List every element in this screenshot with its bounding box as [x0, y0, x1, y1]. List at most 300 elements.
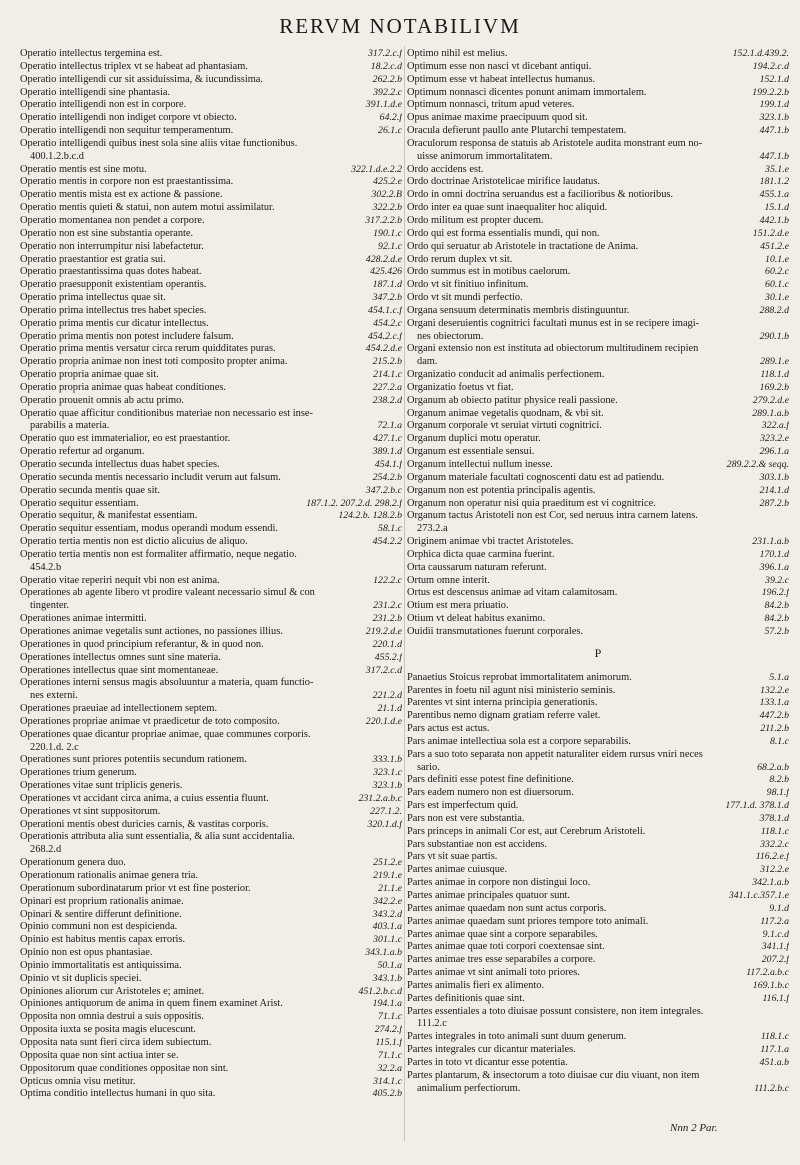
index-entry	[407, 672, 789, 685]
entry-text: 454.2.b	[30, 561, 62, 573]
entry-text: Partes integrales cur dicantur materiales.	[407, 1044, 576, 1056]
page-reference: 332.2.c	[760, 838, 789, 850]
page-reference: 72.1.a	[377, 420, 402, 432]
entry-text: Operatio praestantior est gratia sui.	[20, 253, 166, 265]
page-reference: 211.2.b	[760, 723, 789, 735]
page-reference: 117.2.a.b.c	[746, 967, 789, 979]
entry-text: Oracula defierunt paullo ante Plutarchi tempestatem.	[407, 125, 627, 137]
entry-text: Optimum nonnasci, tritum apud veteres.	[407, 99, 575, 111]
index-entry	[407, 228, 789, 241]
index-entry	[407, 189, 789, 202]
page-reference: 151.2.d.e	[752, 227, 789, 239]
page-reference: 181.1.2	[759, 176, 789, 188]
index-entry	[20, 883, 402, 896]
entry-text: Ordo qui est forma essentialis mundi, qui non.	[407, 227, 600, 239]
entry-text: 268.2.d	[30, 844, 62, 856]
index-entry-continuation	[20, 151, 402, 164]
page-reference: 194.1.a	[372, 998, 402, 1010]
entry-text: Ortus est descensus animae ad vitam calamitosam.	[407, 587, 618, 599]
entry-text: Organi deseruientis cognitrici facultati munus est in se recipere imagi-	[407, 317, 700, 329]
page-title: RERVM NOTABILIVM	[279, 14, 521, 38]
page-reference: 341.1.c.357.1.e	[728, 890, 789, 901]
entry-text: Operatio refertur ad organum.	[20, 446, 145, 458]
index-entry	[407, 485, 789, 498]
index-entry	[20, 228, 402, 241]
page-reference: 333.1.b	[372, 754, 402, 766]
page-reference: 323.2.e	[760, 433, 789, 445]
page-reference: 322.1.d.e.2.2	[351, 163, 402, 175]
entry-text: Otium vt deleat habitus exanimo.	[407, 613, 546, 625]
entry-text: Operationes in quod principium referantur, & in quod non.	[20, 638, 264, 650]
index-entry	[20, 639, 402, 652]
entry-text: Partes essentiales a toto diuisae possunt consistere, non item integrales.	[407, 1005, 704, 1017]
index-entry	[407, 164, 789, 177]
index-entry	[20, 254, 402, 267]
entry-text: Operationes quae dicantur propriae animae, quae communes corporis.	[20, 728, 311, 740]
entry-text: Operationum genera duo.	[20, 857, 126, 869]
page-reference: 227.2.a	[372, 381, 402, 393]
entry-text: Operationes vitae sunt triplicis generis.	[20, 780, 183, 792]
index-entry	[20, 408, 402, 421]
entry-text: Otium est mera priuatio.	[407, 600, 509, 612]
entry-text: animalium perfectiorum.	[417, 1082, 521, 1094]
entry-text: Operatio sequitur essentiam.	[20, 497, 139, 509]
entry-text: Operatio prima intellectus quae sit.	[20, 292, 166, 304]
index-entry	[407, 266, 789, 279]
page-reference: 454.2.c.f	[367, 330, 402, 342]
entry-text: Operatio tertia mentis non est dictio alicuius de aliquo.	[20, 536, 248, 548]
page-reference: 207.2.f	[761, 954, 789, 966]
entry-text: Operatio secunda mentis necessario includit verum aut falsum.	[20, 471, 281, 483]
page-reference: 116.2.e.f	[755, 851, 789, 863]
index-entry	[20, 652, 402, 665]
index-entry	[407, 446, 789, 459]
index-entry	[407, 954, 789, 967]
page-reference: 170.1.d	[759, 548, 789, 560]
index-entry	[20, 189, 402, 202]
entry-text: Partes animae vt sint animali toto priores.	[407, 967, 580, 979]
index-entry-continuation	[407, 1018, 789, 1031]
entry-text: Ordo inter ea quae sunt inaequaliter hoc aliquid.	[407, 202, 608, 214]
page-reference: 187.1.2. 207.2.d. 298.2.f	[306, 497, 402, 509]
entry-text: Ordo doctrinae Aristotelicae mirifice laudatus.	[407, 176, 601, 188]
index-entry	[20, 831, 402, 844]
page-reference: 124.2.b. 128.2.b	[338, 510, 402, 522]
index-entry	[20, 1037, 402, 1050]
entry-text: Operatio prima mentis non potest includere falsum.	[20, 330, 234, 342]
entry-text: Partes definitionis quae sint.	[407, 992, 525, 1004]
page-reference: 32.2.a	[377, 1062, 402, 1074]
index-entry	[407, 99, 789, 112]
page-reference: 221.2.d	[372, 690, 402, 702]
page-reference: 454.1.f	[374, 459, 402, 470]
index-entry	[407, 710, 789, 723]
entry-text: Pars non est vere substantia.	[407, 812, 525, 824]
entry-text: Operatio non interrumpitur nisi labefactetur.	[20, 240, 204, 252]
index-entry	[407, 851, 789, 864]
entry-text: Parentes vt sint interna principia generationis.	[407, 697, 598, 709]
entry-text: uisse animorum immortalitatem.	[417, 150, 553, 162]
index-entry	[20, 510, 402, 523]
page-reference: 231.2.a.b.c	[358, 792, 402, 804]
index-entry	[20, 433, 402, 446]
index-entry	[20, 665, 402, 678]
entry-text: Operationes vt accidant circa anima, a cuius essentia fluunt.	[20, 792, 269, 804]
index-entry	[407, 1070, 789, 1083]
page-reference: 92.1.c	[378, 240, 402, 252]
page-reference: 251.2.e	[373, 857, 402, 869]
entry-text: Operatio prouenit omnis ab actu primo.	[20, 394, 184, 406]
entry-text: Operationes praeuiae ad intellectionem septem.	[20, 703, 218, 715]
index-entry	[407, 48, 789, 61]
index-entry	[20, 677, 402, 690]
index-entry	[407, 241, 789, 254]
page-reference: 196.2.f	[761, 587, 789, 599]
entry-text: Ordo vt sit finitiuo infinitum.	[407, 279, 529, 291]
entry-text: Opposita nata sunt fieri circa idem subiectum.	[20, 1036, 212, 1048]
page-reference: 303.1.b	[759, 471, 789, 483]
page-reference: 220.1.d	[372, 638, 402, 650]
entry-text: Pars substantiae non est accidens.	[407, 838, 547, 850]
index-entry	[407, 254, 789, 267]
page-reference: 35.1.e	[765, 163, 789, 175]
page-reference: 10.1.e	[765, 253, 789, 265]
entry-text: Partes animae quae toti corpori coextensae sint.	[407, 941, 605, 953]
entry-text: Ortum omne interit.	[407, 574, 490, 586]
entry-text: Organum non est potentia principalis agentis.	[407, 484, 596, 496]
index-column-left	[20, 48, 402, 1101]
page-reference: 220.1.d.e	[365, 715, 402, 727]
page-reference: 451.a.b	[759, 1056, 789, 1068]
entry-text: Ordo rerum duplex vt sit.	[407, 253, 513, 265]
entry-text: Opiniones antiquorum de anima in quem finem examinet Arist.	[20, 998, 283, 1010]
entry-text: Ordo in omni doctrina seruandus est a facilioribus & notioribus.	[407, 189, 674, 201]
index-entry	[407, 864, 789, 877]
index-entry	[407, 305, 789, 318]
index-entry	[407, 1031, 789, 1044]
page-reference: 447.1.b	[759, 150, 789, 162]
entry-text: Ordo vt sit mundi perfectio.	[407, 292, 523, 304]
index-entry	[20, 587, 402, 600]
page-reference: 231.2.c	[373, 600, 402, 612]
index-entry-continuation	[20, 600, 402, 613]
index-entry	[20, 279, 402, 292]
index-entry	[20, 164, 402, 177]
page-reference: 115.1.f	[375, 1036, 402, 1048]
page-reference: 342.2.e	[373, 895, 402, 907]
entry-text: Operationes sunt priores potentiis secundum rationem.	[20, 754, 247, 766]
index-entry	[20, 1088, 402, 1101]
entry-text: Operatio mentis est sine motu.	[20, 163, 147, 175]
page-reference: 323.1.b	[372, 780, 402, 792]
entry-text: 400.1.2.b.c.d	[30, 150, 84, 162]
index-entry	[20, 498, 402, 511]
index-entry	[20, 1050, 402, 1063]
index-entry	[20, 318, 402, 331]
page-reference: 169.2.b	[759, 381, 789, 393]
page-reference: 118.1.d	[760, 369, 789, 381]
page-reference: 405.2.b	[372, 1088, 402, 1100]
index-entry	[20, 819, 402, 832]
index-entry	[407, 549, 789, 562]
entry-text: Opiniones aliorum cur Aristoteles e; aminet.	[20, 985, 205, 997]
index-entry	[407, 903, 789, 916]
index-entry	[407, 112, 789, 125]
index-entry-continuation	[20, 844, 402, 857]
index-entry	[20, 716, 402, 729]
page-reference: 177.1.d. 378.1.d	[725, 800, 789, 812]
entry-text: Opinari & sentire differunt definitione.	[20, 908, 182, 920]
entry-text: Pars princeps in animali Cor est, aut Cerebrum Aristoteli.	[407, 825, 646, 837]
entry-text: Operatio propria animae quae sit.	[20, 369, 159, 381]
page-reference: 323.1.b	[759, 112, 789, 124]
entry-text: Ouidii transmutationes fuerunt corporales.	[407, 625, 584, 637]
entry-text: Organizatio conducit ad animalis perfectionem.	[407, 369, 605, 381]
index-entry	[20, 202, 402, 215]
page-reference: 64.2.f	[379, 112, 402, 124]
entry-text: Operationum rationalis animae genera tria.	[20, 870, 199, 881]
entry-text: Pars actus est actus.	[407, 723, 490, 735]
page-reference: 289.2.2.& seqq.	[726, 459, 789, 470]
entry-text: Operatio momentanea non pendet a corpore.	[20, 214, 205, 226]
page-reference: 427.1.c	[373, 433, 402, 445]
index-entry	[20, 857, 402, 870]
page-reference: 343.2.d	[372, 908, 402, 920]
index-entry-continuation	[407, 1083, 789, 1096]
page-reference: 117.1.a	[760, 1044, 789, 1056]
index-entry	[407, 318, 789, 331]
page-reference: 389.1.d	[372, 446, 402, 458]
index-entry	[407, 408, 789, 421]
index-entry	[407, 433, 789, 446]
page-reference: 238.2.d	[372, 394, 402, 406]
entry-text: Partes animalis fieri ex alimento.	[407, 979, 545, 991]
entry-text: Operatio non est sine substantia operante.	[20, 227, 194, 239]
page-reference: 199.1.d	[759, 99, 789, 111]
entry-text: Originem animae vbi tractet Aristoteles.	[407, 536, 574, 548]
index-entry	[20, 472, 402, 485]
entry-text: Partes plantarum, & insectorum a toto diuisae cur diu viuant, non item	[407, 1069, 700, 1081]
index-entry	[407, 125, 789, 138]
index-entry	[407, 138, 789, 151]
page-reference: 451.2.e	[760, 240, 789, 252]
entry-text: Ordo accidens est.	[407, 163, 484, 175]
entry-text: Parentibus nemo dignam gratiam referre valet.	[407, 710, 601, 722]
entry-text: Partes animae cuiusque.	[407, 864, 508, 876]
entry-text: Organum tactus Aristoteli non est Cor, sed neruus intra carnem latens.	[407, 510, 698, 522]
index-entry-continuation	[407, 331, 789, 344]
index-entry	[407, 980, 789, 993]
index-entry	[407, 61, 789, 74]
page-reference: 169.1.b.c	[752, 979, 789, 991]
index-entry	[20, 549, 402, 562]
index-entry	[407, 736, 789, 749]
entry-text: Operatio intelligendi sine phantasia.	[20, 86, 171, 98]
entry-text: Partes animae quaedam non sunt actus corporis.	[407, 902, 607, 914]
index-entry	[20, 331, 402, 344]
index-entry	[20, 356, 402, 369]
page-reference: 199.2.2.b	[752, 86, 789, 98]
index-entry	[407, 87, 789, 100]
index-entry	[407, 613, 789, 626]
entry-text: Operatio prima intellectus tres habet species.	[20, 304, 207, 316]
index-entry	[20, 382, 402, 395]
page-reference: 342.1.a.b	[752, 877, 789, 889]
page-reference: 403.1.a	[372, 921, 402, 933]
page-reference: 84.2.b	[764, 613, 789, 625]
page-reference: 187.1.d	[372, 279, 402, 291]
page-reference: 447.2.b	[759, 710, 789, 722]
entry-text: Organum intellectui nullum inesse.	[407, 459, 553, 470]
entry-text: Oraculorum responsa de statuis ab Aristotele audita monstrant eum no-	[407, 137, 703, 149]
index-entry	[407, 877, 789, 890]
index-entry	[20, 112, 402, 125]
index-entry	[20, 934, 402, 947]
index-entry	[20, 176, 402, 189]
page-reference: 68.2.a.b	[757, 761, 789, 773]
index-entry	[20, 536, 402, 549]
entry-text: Operatio mentis mista est ex actione & passione.	[20, 189, 223, 201]
entry-text: 273.2.a	[417, 523, 448, 535]
entry-text: Orta caussarum naturam referunt.	[407, 561, 547, 573]
page-reference: 322.a.f	[761, 420, 789, 432]
index-entry	[20, 215, 402, 228]
entry-text: Operationum subordinatarum prior vt est fine posterior.	[20, 882, 251, 894]
entry-text: Operatio tertia mentis non est formaliter affirmatio, neque negatio.	[20, 548, 297, 560]
index-entry	[20, 626, 402, 639]
index-entry	[20, 61, 402, 74]
page-reference: 454.1.c.f	[367, 304, 402, 316]
page-reference: 323.1.c	[373, 767, 402, 779]
entry-text: nes obiectorum.	[417, 330, 484, 342]
page-reference: 18.2.c.d	[370, 60, 402, 72]
page-reference: 152.1.d.439.2.	[732, 48, 789, 59]
page-reference: 30.1.e	[765, 292, 789, 304]
index-entry	[407, 749, 789, 762]
index-entry	[20, 292, 402, 305]
page-reference: 133.1.a	[759, 697, 789, 709]
index-entry	[20, 305, 402, 318]
section-letter: P	[594, 645, 602, 660]
entry-text: Organum animae vegetalis quodnam, & vbi sit.	[407, 407, 604, 419]
page-reference: 84.2.b	[764, 600, 789, 612]
index-entry	[20, 395, 402, 408]
index-entry	[407, 774, 789, 787]
entry-text: Operationes intellectus quae sint momentaneae.	[20, 664, 219, 676]
index-entry	[407, 813, 789, 826]
index-entry	[407, 510, 789, 523]
index-entry	[20, 74, 402, 87]
page-reference: 116.1.f	[762, 992, 789, 1004]
page-reference: 8.1.c	[769, 735, 789, 747]
page-reference: 26.1.c	[378, 125, 402, 137]
index-entry	[407, 459, 789, 472]
index-entry	[20, 909, 402, 922]
index-entry	[407, 279, 789, 292]
index-entry	[20, 523, 402, 536]
page-reference: 396.1.a	[759, 561, 789, 573]
index-entry	[20, 973, 402, 986]
index-entry	[20, 575, 402, 588]
page-reference: 296.1.a	[759, 446, 789, 458]
entry-text: Panaetius Stoicus reprobat immortalitatem animorum.	[407, 671, 632, 683]
index-entry	[407, 993, 789, 1006]
page-reference: 314.1.c	[373, 1075, 402, 1087]
page-reference: 317.2.c.f	[367, 48, 402, 59]
entry-text: dam.	[417, 356, 438, 368]
page-reference: 57.2.b	[764, 625, 789, 637]
index-entry	[20, 1063, 402, 1076]
index-entry	[407, 1057, 789, 1070]
page-reference: 8.2.b	[769, 774, 789, 786]
entry-text: Operationes trium generum.	[20, 767, 137, 779]
index-entry	[407, 826, 789, 839]
page-reference: 320.1.d.f	[367, 818, 402, 830]
index-entry	[20, 459, 402, 472]
index-entry	[407, 369, 789, 382]
entry-text: Oppositorum quae conditiones oppositae non sint.	[20, 1062, 229, 1074]
entry-text: Operatio intelligendi non est in corpore.	[20, 99, 187, 111]
page-reference: 262.2.b	[372, 73, 402, 85]
index-entry	[20, 780, 402, 793]
entry-text: Opinio communi non est despicienda.	[20, 921, 178, 933]
page-reference: 279.2.d.e	[752, 394, 789, 406]
page-reference: 451.2.b.c.d	[358, 985, 402, 997]
page-reference: 194.2.c.d	[752, 60, 789, 72]
page-reference: 290.1.b	[759, 330, 789, 342]
index-entry	[20, 806, 402, 819]
page-reference: 254.2.b	[372, 471, 402, 483]
entry-text: Operationes vt sint suppositorum.	[20, 805, 161, 817]
index-entry	[407, 787, 789, 800]
index-entry	[20, 1011, 402, 1024]
entry-text: Operatio propria animae non inest toti composito propter anima.	[20, 356, 288, 368]
page-reference: 71.1.c	[378, 1011, 402, 1023]
index-entry	[20, 793, 402, 806]
index-entry	[20, 87, 402, 100]
entry-text: Optima conditio intellectus humani in quo sita.	[20, 1088, 216, 1100]
entry-text: Organi extensio non est instituta ad obiectorum multitudinem recipien	[407, 343, 699, 355]
entry-text: Opinari est proprium rationalis animae.	[20, 895, 184, 907]
entry-text: Opposita iuxta se posita magis elucescunt.	[20, 1024, 197, 1036]
entry-text: Operationes interni sensus magis absoluuntur a materia, quam functio-	[20, 677, 314, 689]
index-entry-continuation	[20, 690, 402, 703]
page-reference: 58.1.c	[378, 523, 402, 535]
page-reference: 442.1.b	[759, 214, 789, 226]
index-entry	[407, 626, 789, 639]
index-entry	[20, 125, 402, 138]
index-entry	[20, 446, 402, 459]
page-reference: 317.2.c.d	[365, 664, 402, 676]
index-entry	[20, 960, 402, 973]
entry-text: Operationes intellectus omnes sunt sine materia.	[20, 651, 221, 663]
index-entry	[20, 613, 402, 626]
entry-text: Ordo qui seruatur ab Aristotele in tractatione de Anima.	[407, 240, 639, 252]
entry-text: Opus animae maxime praecipuum quod sit.	[407, 112, 588, 124]
index-entry	[20, 1076, 402, 1089]
page-reference: 219.2.d.e	[365, 625, 402, 637]
index-entry	[407, 215, 789, 228]
entry-text: Operationes animae vegetalis sunt actiones, no passiones illius.	[20, 625, 283, 637]
entry-text: Pars est imperfectum quid.	[407, 800, 519, 812]
page-reference: 118.1.c	[760, 825, 789, 837]
entry-text: Pars animae intellectiua sola est a corpore separabilis.	[407, 735, 631, 747]
entry-text: Optimum esse vt habeat intellectus humanus.	[407, 73, 596, 85]
page-reference: 428.2.d.e	[365, 253, 402, 265]
index-entry	[407, 916, 789, 929]
index-entry	[407, 685, 789, 698]
index-entry	[20, 99, 402, 112]
